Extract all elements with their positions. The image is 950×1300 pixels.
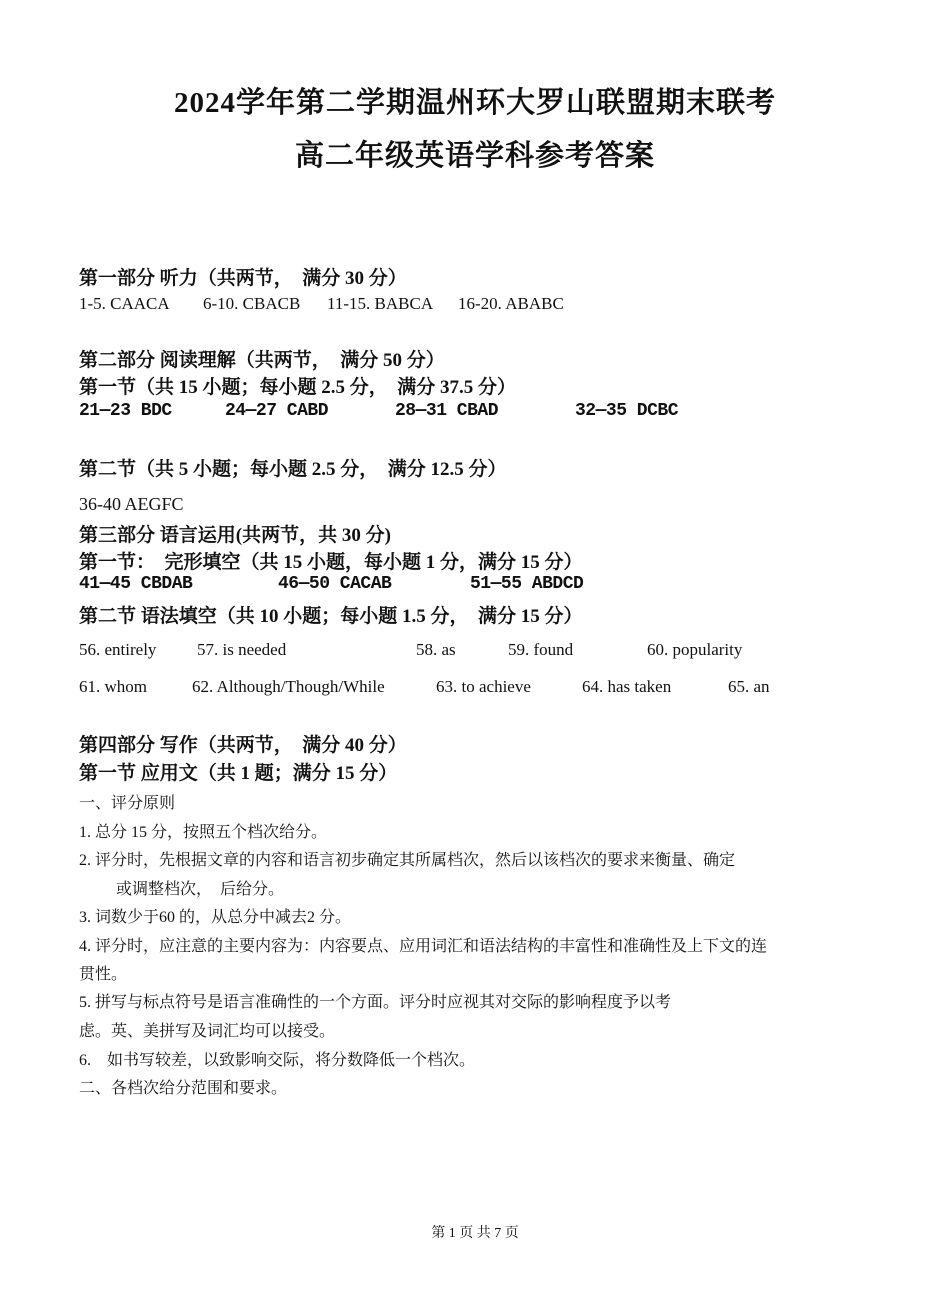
page-number: 第 1 页 共 7 页 bbox=[431, 1226, 519, 1241]
answer-group: 46—50 CACAB bbox=[278, 574, 392, 594]
answer-group: 36-40 AEGFC bbox=[79, 494, 184, 514]
rubric-line: 或调整档次， 后给分。 bbox=[116, 881, 285, 898]
answer-item: 56. entirely bbox=[79, 640, 157, 659]
answer-group: 51—55 ABDCD bbox=[470, 574, 584, 594]
rubric-line: 4. 评分时，应注意的主要内容为：内容要点、应用词汇和语法结构的丰富性和准确性及上下文的连 bbox=[79, 938, 768, 955]
part2-heading: 第二部分 阅读理解（共两节， 满分 50 分） bbox=[79, 350, 445, 371]
rubric-line: 6. 如书写较差，以致影响交际，将分数降低一个档次。 bbox=[79, 1052, 476, 1069]
part3-section2-heading: 第二节 语法填空（共 10 小题；每小题 1.5 分， 满分 15 分） bbox=[79, 606, 583, 627]
rubric-line: 1. 总分 15 分，按照五个档次给分。 bbox=[79, 824, 328, 841]
answer-item: 63. to achieve bbox=[436, 677, 531, 696]
document-title: 2024学年第二学期温州环大罗山联盟期末联考 bbox=[173, 87, 776, 119]
part2-section1-heading: 第一节（共 15 小题；每小题 2.5 分， 满分 37.5 分） bbox=[79, 377, 517, 398]
part2-section2-heading: 第二节（共 5 小题；每小题 2.5 分， 满分 12.5 分） bbox=[79, 459, 507, 480]
answer-group: 11-15. BABCA bbox=[327, 294, 434, 313]
answer-group: 24—27 CABD bbox=[225, 401, 329, 421]
part4-section1-heading: 第一节 应用文（共 1 题；满分 15 分） bbox=[79, 763, 398, 784]
answer-item: 61. whom bbox=[79, 677, 147, 696]
rubric-line: 一、评分原则 bbox=[79, 795, 176, 812]
answer-item: 60. popularity bbox=[647, 640, 743, 659]
answer-item: 64. has taken bbox=[582, 677, 672, 696]
part3-section1-heading: 第一节： 完形填空（共 15 小题，每小题 1 分，满分 15 分） bbox=[79, 552, 583, 573]
part4-heading: 第四部分 写作（共两节， 满分 40 分） bbox=[79, 735, 407, 756]
answer-group: 16-20. ABABC bbox=[458, 294, 564, 313]
answer-group: 6-10. CBACB bbox=[203, 294, 301, 313]
answer-group: 21—23 BDC bbox=[79, 401, 172, 421]
rubric-line: 5. 拼写与标点符号是语言准确性的一个方面。评分时应视其对交际的影响程度予以考 bbox=[79, 994, 672, 1011]
answer-item: 59. found bbox=[508, 640, 574, 659]
rubric-line: 2. 评分时，先根据文章的内容和语言初步确定其所属档次，然后以该档次的要求来衡量、确定 bbox=[79, 852, 736, 869]
answer-item: 65. an bbox=[728, 677, 770, 696]
document-subtitle: 高二年级英语学科参考答案 bbox=[294, 140, 655, 172]
answer-item: 62. Although/Though/While bbox=[192, 677, 385, 696]
rubric-line: 二、各档次给分范围和要求。 bbox=[79, 1080, 288, 1097]
part1-heading: 第一部分 听力（共两节， 满分 30 分） bbox=[79, 268, 407, 289]
answer-group: 28—31 CBAD bbox=[395, 401, 499, 421]
part3-heading: 第三部分 语言运用(共两节，共 30 分) bbox=[79, 525, 391, 546]
answer-group: 1-5. CAACA bbox=[79, 294, 170, 313]
rubric-line: 贯性。 bbox=[79, 966, 128, 983]
answer-group: 32—35 DCBC bbox=[575, 401, 679, 421]
rubric-line: 3. 词数少于60 的，从总分中减去2 分。 bbox=[79, 909, 352, 926]
answer-item: 58. as bbox=[416, 640, 456, 659]
rubric-line: 虑。英、美拼写及词汇均可以接受。 bbox=[79, 1023, 336, 1040]
answer-group: 41—45 CBDAB bbox=[79, 574, 193, 594]
answer-item: 57. is needed bbox=[197, 640, 287, 659]
